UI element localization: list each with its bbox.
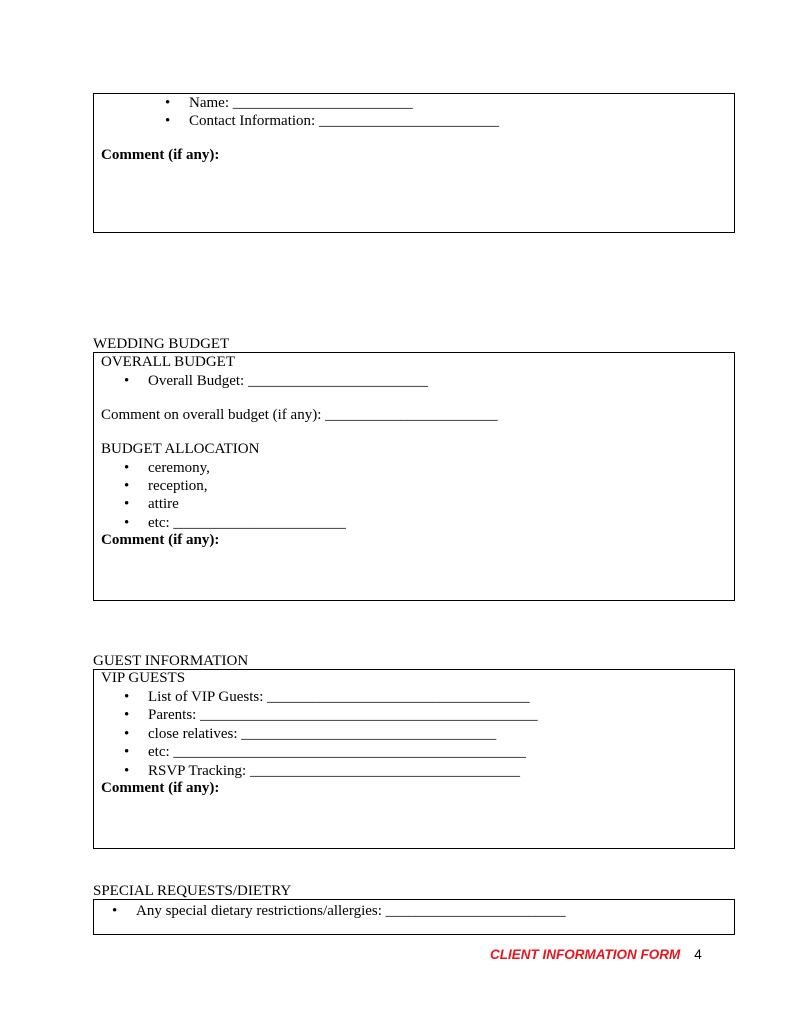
contact-name-field[interactable]: Name: ________________________ (189, 95, 413, 111)
bullet-icon: • (124, 460, 130, 476)
overall-budget-field[interactable]: Overall Budget: ________________________ (148, 373, 428, 389)
bullet-icon: • (112, 903, 118, 919)
bullet-icon: • (124, 744, 130, 760)
comment-label: Comment (if any): (101, 532, 220, 548)
page-footer (490, 946, 702, 964)
bullet-icon: • (124, 763, 130, 779)
footer-title: CLIENT INFORMATION FORM (490, 947, 681, 962)
section-heading: GUEST INFORMATION (93, 653, 249, 669)
parents-field[interactable]: Parents: _____________________________________________ (148, 707, 538, 723)
bullet-icon: • (124, 515, 130, 531)
bullet-icon: • (124, 689, 130, 705)
allocation-item: ceremony, (148, 460, 210, 476)
page-number: 4 (694, 947, 702, 962)
overall-budget-label: OVERALL BUDGET (101, 354, 236, 370)
bullet-icon: • (124, 496, 130, 512)
bullet-icon: • (124, 373, 130, 389)
bullet-icon: • (165, 113, 171, 129)
allocation-item: reception, (148, 478, 208, 494)
vip-guests-field[interactable]: List of VIP Guests: ___________________________________ (148, 689, 530, 705)
bullet-icon: • (124, 478, 130, 494)
section-heading: WEDDING BUDGET (93, 336, 230, 352)
comment-overall-field[interactable]: Comment on overall budget (if any): _______________________ (101, 407, 498, 423)
allocation-item: attire (148, 496, 179, 512)
section-heading: SPECIAL REQUESTS/DIETRY (93, 883, 292, 899)
contact-info-field[interactable]: Contact Information: ________________________ (189, 113, 499, 129)
comment-label: Comment (if any): (101, 780, 220, 796)
rsvp-tracking-field[interactable]: RSVP Tracking: ____________________________________ (148, 763, 520, 779)
guests-etc-field[interactable]: etc: _______________________________________________ (148, 744, 526, 760)
comment-label: Comment (if any): (101, 147, 220, 163)
close-relatives-field[interactable]: close relatives: __________________________________ (148, 726, 497, 742)
bullet-icon: • (124, 726, 130, 742)
budget-allocation-label: BUDGET ALLOCATION (101, 441, 260, 457)
vip-guests-label: VIP GUESTS (101, 670, 186, 686)
bullet-icon: • (165, 95, 171, 111)
bullet-icon: • (124, 707, 130, 723)
allocation-etc-field[interactable]: etc: _______________________ (148, 515, 346, 531)
dietary-restrictions-field[interactable]: Any special dietary restrictions/allergies: ________________________ (136, 903, 566, 919)
